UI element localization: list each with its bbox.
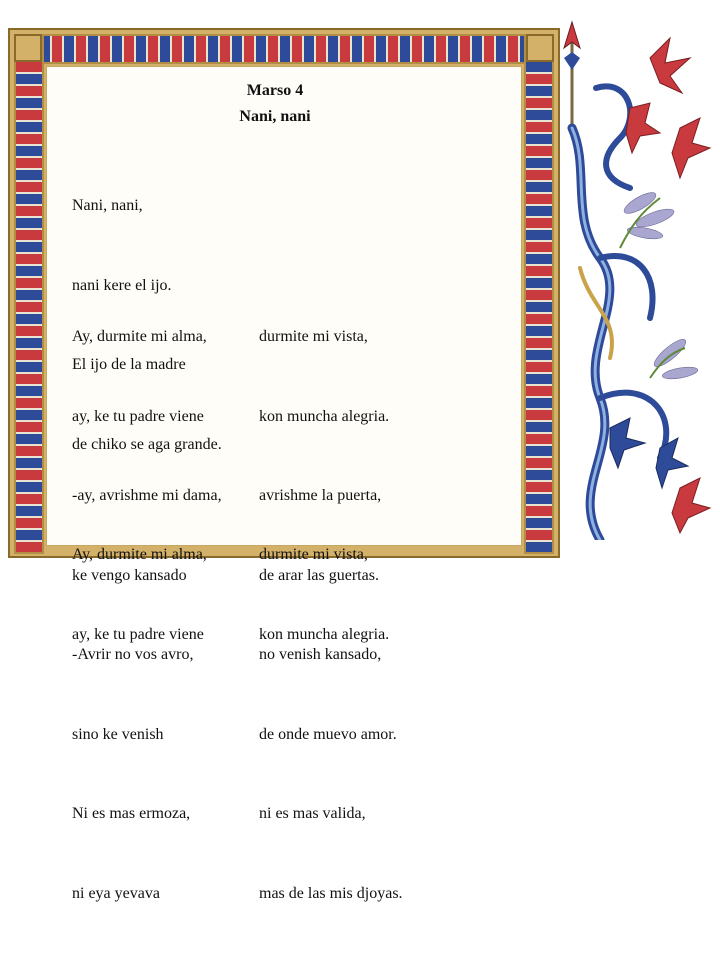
song-title: Nani, nani — [239, 108, 311, 125]
verse-line: no venish kansado, — [259, 646, 382, 663]
border-corner-top-right — [526, 34, 554, 62]
page-title: Marso 4 — [246, 82, 304, 99]
verse-line: Nani, nani, — [72, 197, 143, 214]
verse-line: kon muncha alegria. — [259, 407, 390, 425]
lavender-sprig-icon — [621, 189, 698, 381]
verse-line: ni eya yevava — [72, 884, 160, 902]
border-band-left — [14, 34, 44, 554]
verse-line: mas de las mis djoyas. — [259, 884, 403, 902]
verse-line: avrishme la puerta, — [259, 487, 382, 504]
border-band-right — [524, 34, 554, 554]
verse-line: durmite mi vista, — [259, 328, 368, 345]
vine-stem-icon — [572, 86, 666, 540]
verse-line: Ni es mas ermoza, — [72, 805, 191, 822]
stanza-repeat-left — [72, 489, 207, 701]
verse-line: de onde muevo amor. — [259, 725, 397, 743]
verse-line: sino ke venish — [72, 725, 164, 743]
verse-line: ke vengo kansado — [72, 566, 187, 584]
verse-line: -Avrir no vos avro, — [72, 646, 194, 663]
spear-finial-icon — [564, 22, 580, 128]
illuminated-vine-ornament — [560, 18, 720, 540]
blue-leaf-icon — [610, 418, 688, 488]
stanza-repeat-right — [259, 489, 389, 701]
verse-line: de chiko se aga grande. — [72, 435, 222, 453]
verse-line: El ijo de la madre — [72, 356, 186, 373]
verse-line: ay, ke tu padre viene — [72, 625, 204, 643]
verse-line: nani kere el ijo. — [72, 276, 172, 294]
verse-line: durmite mi vista, — [259, 546, 368, 563]
verse-line: ay, ke tu padre viene — [72, 407, 204, 425]
verse-line: de arar las guertas. — [259, 566, 379, 584]
verse-line: ni es mas valida, — [259, 805, 366, 822]
verse-line: Ay, durmite mi alma, — [72, 328, 207, 345]
verse-line: Ay, durmite mi alma, — [72, 546, 207, 563]
verse-line: -ay, avrishme mi dama, — [72, 487, 222, 504]
border-corner-top-left — [14, 34, 42, 62]
verse-line: kon muncha alegria. — [259, 625, 390, 643]
border-band-top — [14, 34, 554, 64]
